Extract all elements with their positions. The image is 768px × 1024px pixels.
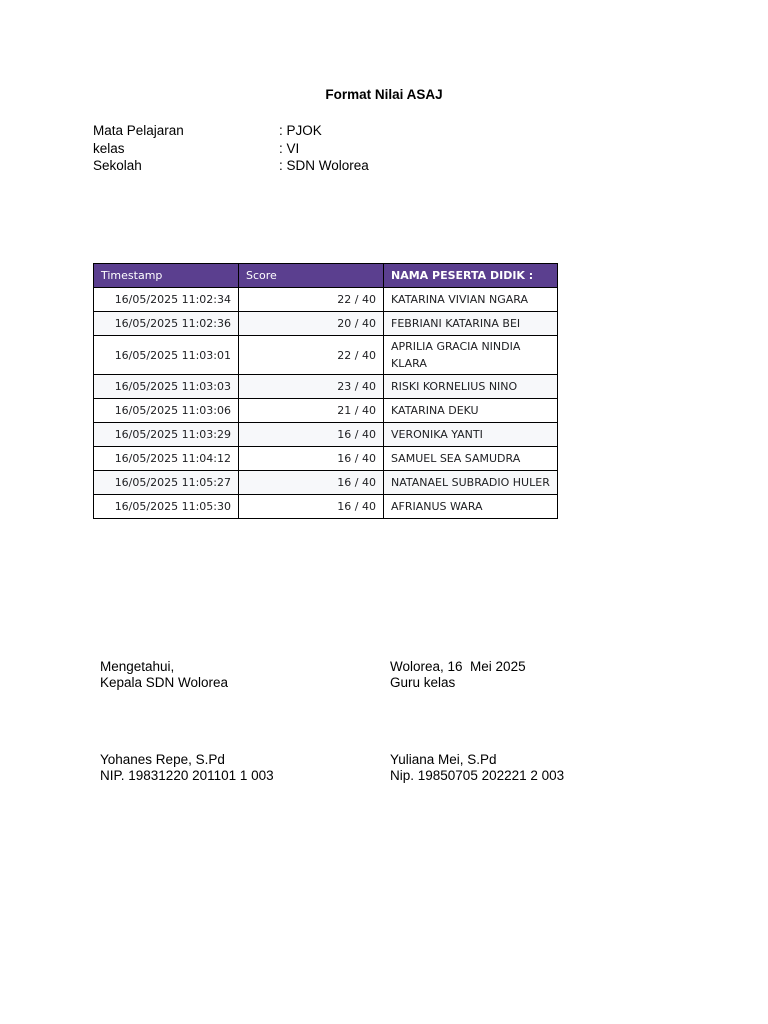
table-row <box>94 375 558 399</box>
document-meta <box>93 122 369 175</box>
meta-row-school <box>93 157 369 175</box>
cell-timestamp: 16/05/2025 11:03:29 <box>94 423 239 447</box>
cell-student-name: AFRIANUS WARA <box>384 495 558 519</box>
table-row <box>94 288 558 312</box>
meta-value: : VI <box>279 140 300 156</box>
cell-student-name: KATARINA VIVIAN NGARA <box>384 288 558 312</box>
cell-score: 22 / 40 <box>239 336 384 375</box>
cell-student-name: KATARINA DEKU <box>384 399 558 423</box>
meta-value: : PJOK <box>279 123 322 138</box>
place-date: Wolorea, 16 Mei 2025 <box>390 659 526 674</box>
cell-timestamp: 16/05/2025 11:03:06 <box>94 399 239 423</box>
meta-label: kelas <box>93 140 125 156</box>
cell-timestamp: 16/05/2025 11:02:34 <box>94 288 239 312</box>
signature-left-name <box>100 752 274 784</box>
header-student-name: NAMA PESERTA DIDIK : <box>384 264 558 288</box>
table-row <box>94 312 558 336</box>
meta-label: Sekolah <box>93 158 142 173</box>
signature-right-name <box>390 752 564 784</box>
teacher-title: Guru kelas <box>390 675 456 690</box>
cell-student-name: NATANAEL SUBRADIO HULER <box>384 471 558 495</box>
cell-score: 22 / 40 <box>239 288 384 312</box>
document-title: Format Nilai ASAJ <box>325 87 443 102</box>
cell-timestamp: 16/05/2025 11:03:03 <box>94 375 239 399</box>
headmaster-name: Yohanes Repe, S.Pd <box>100 752 225 767</box>
cell-timestamp: 16/05/2025 11:05:27 <box>94 471 239 495</box>
table-row <box>94 336 558 375</box>
cell-student-name: VERONIKA YANTI <box>384 423 558 447</box>
cell-student-name: SAMUEL SEA SAMUDRA <box>384 447 558 471</box>
table-row <box>94 399 558 423</box>
meta-value: : SDN Wolorea <box>279 158 369 173</box>
table-row <box>94 447 558 471</box>
cell-student-name: FEBRIANI KATARINA BEI <box>384 312 558 336</box>
headmaster-nip: NIP. 19831220 201101 1 003 <box>100 768 274 783</box>
header-timestamp: Timestamp <box>94 264 239 288</box>
signature-right-heading <box>390 659 526 691</box>
table-row <box>94 471 558 495</box>
cell-score: 16 / 40 <box>239 495 384 519</box>
cell-score: 16 / 40 <box>239 423 384 447</box>
cell-timestamp: 16/05/2025 11:05:30 <box>94 495 239 519</box>
cell-timestamp: 16/05/2025 11:03:01 <box>94 336 239 375</box>
table-row <box>94 423 558 447</box>
cell-score: 20 / 40 <box>239 312 384 336</box>
signature-left-heading <box>100 659 228 691</box>
teacher-name: Yuliana Mei, S.Pd <box>390 752 497 767</box>
headmaster-title: Kepala SDN Wolorea <box>100 675 229 690</box>
meta-label: Mata Pelajaran <box>93 123 184 138</box>
table-body <box>94 288 558 519</box>
cell-score: 16 / 40 <box>239 447 384 471</box>
acknowledged-label: Mengetahui, <box>100 659 175 674</box>
cell-timestamp: 16/05/2025 11:04:12 <box>94 447 239 471</box>
cell-score: 23 / 40 <box>239 375 384 399</box>
cell-timestamp: 16/05/2025 11:02:36 <box>94 312 239 336</box>
teacher-nip: Nip. 19850705 202221 2 003 <box>390 768 565 783</box>
meta-row-class <box>93 140 369 158</box>
cell-student-name: RISKI KORNELIUS NINO <box>384 375 558 399</box>
table-row <box>94 495 558 519</box>
header-score: Score <box>239 264 384 288</box>
grades-table <box>93 263 558 519</box>
meta-row-subject <box>93 122 369 140</box>
cell-score: 21 / 40 <box>239 399 384 423</box>
table-header-row <box>94 264 558 288</box>
cell-student-name: APRILIA GRACIA NINDIA KLARA <box>384 336 558 375</box>
cell-score: 16 / 40 <box>239 471 384 495</box>
